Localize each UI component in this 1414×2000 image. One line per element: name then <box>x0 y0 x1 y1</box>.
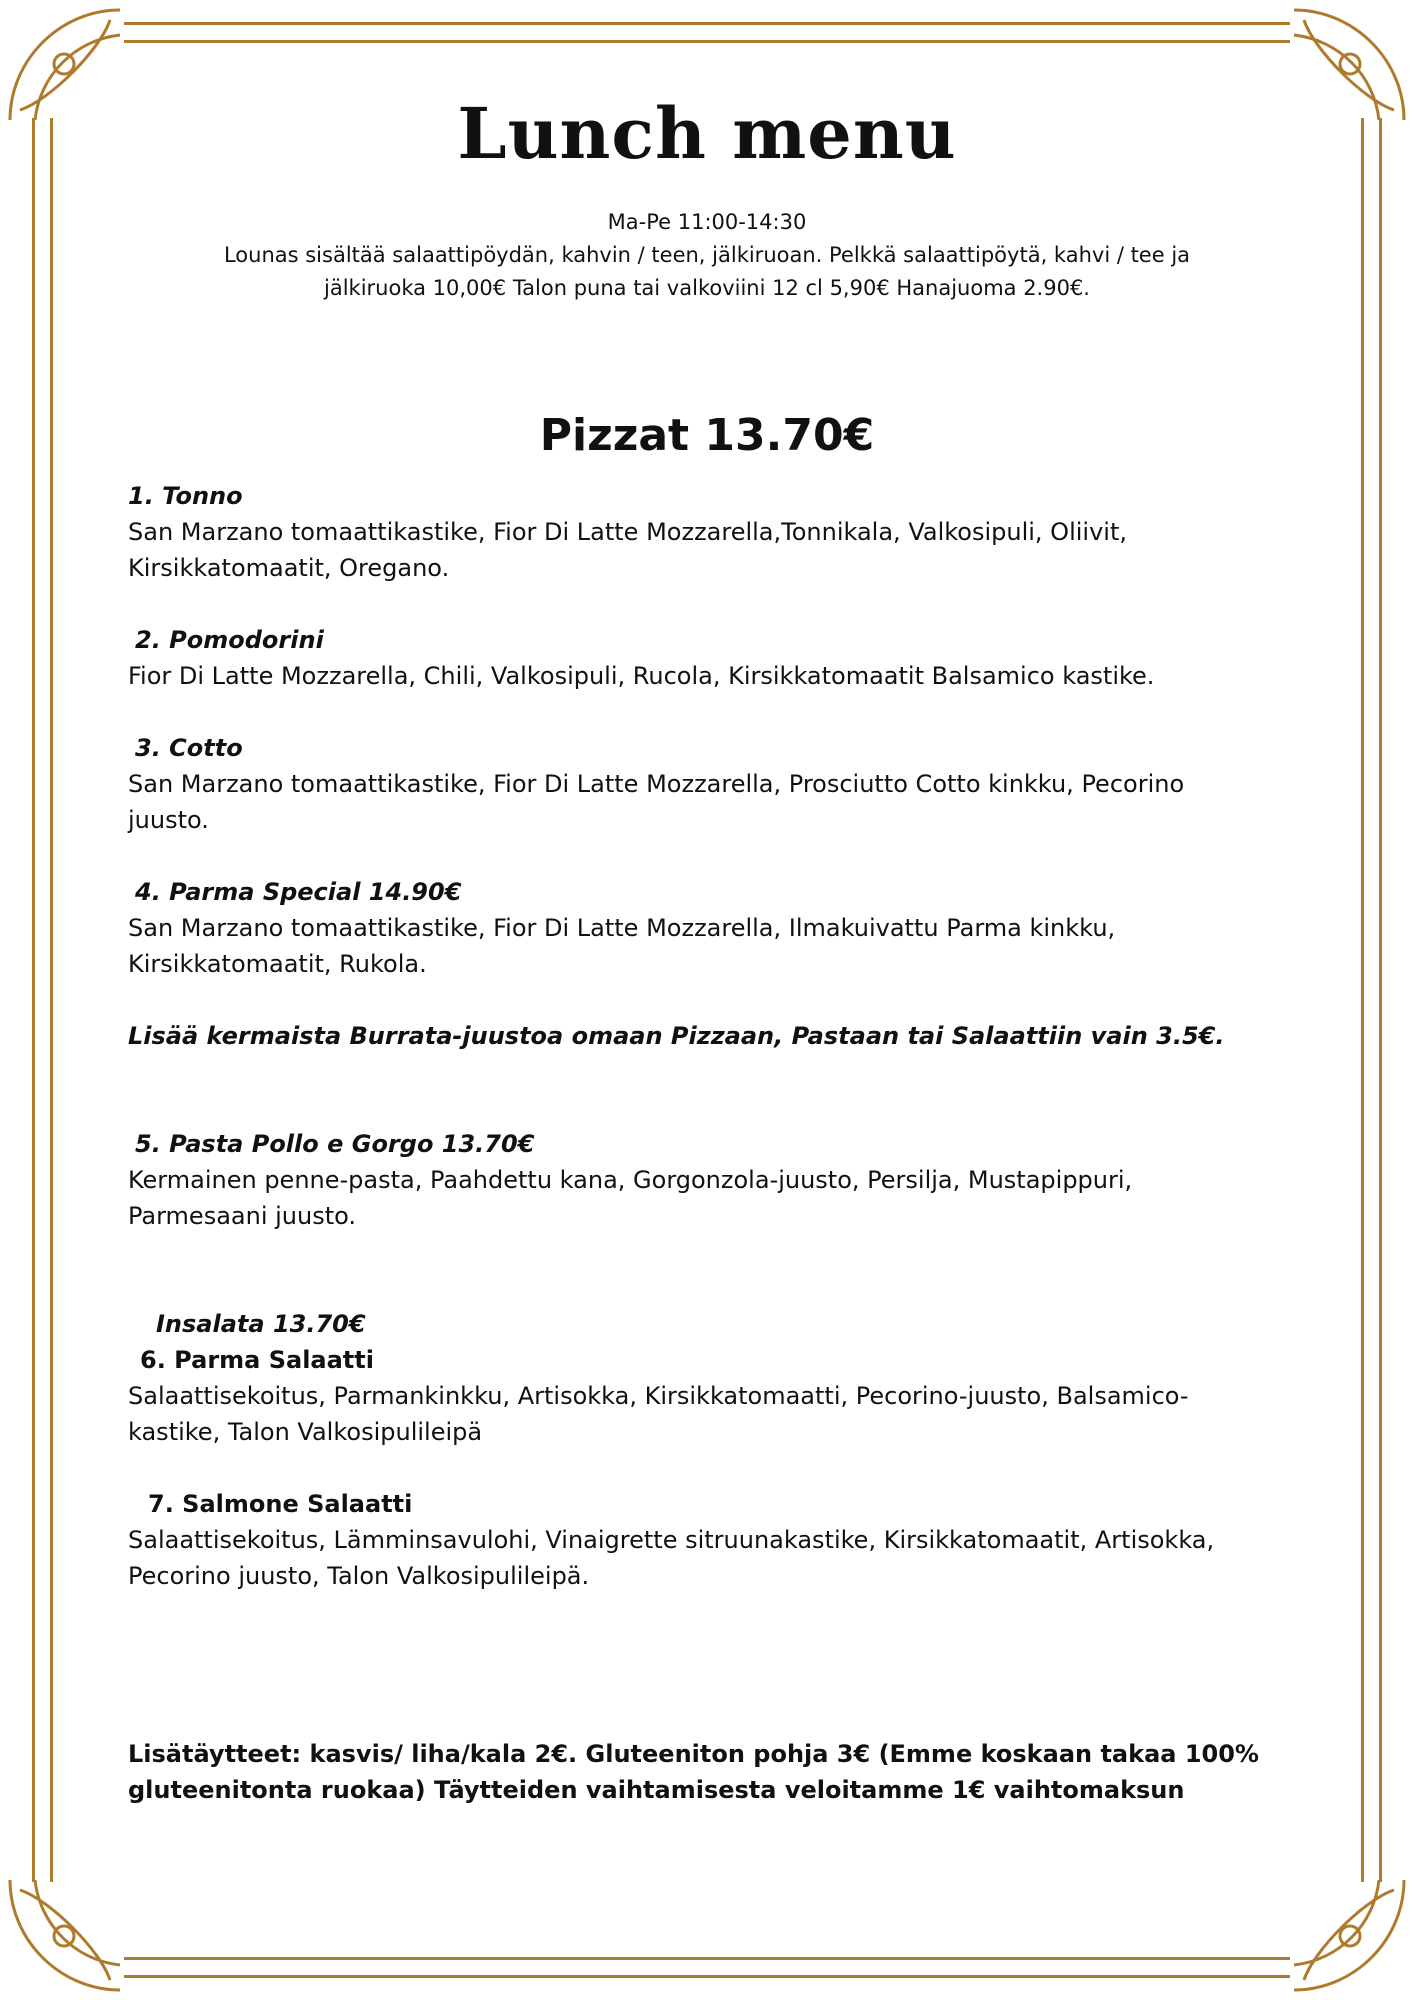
item-description: San Marzano tomaattikastike, Fior Di Latte Mozzarella, Ilmakuivattu Parma kinkku, Kirsikkatomaatit, Rukola. <box>128 914 1116 978</box>
item-description: Fior Di Latte Mozzarella, Chili, Valkosipuli, Rucola, Kirsikkatomaatit Balsamico kastike. <box>128 662 1155 690</box>
frame-top-outer <box>124 22 1290 25</box>
item-name: 6. Parma Salaatti <box>140 1346 374 1374</box>
frame-bottom-outer <box>124 1975 1290 1978</box>
frame-bottom-inner <box>124 1957 1290 1960</box>
page-title: Lunch menu <box>457 92 957 175</box>
menu-item <box>128 730 1286 838</box>
frame-left-outer <box>32 118 35 1882</box>
menu-item <box>128 1486 1286 1594</box>
item-name: 4. Parma Special 14.90€ <box>135 878 462 906</box>
menu-item <box>128 478 1286 586</box>
footer-note: Lisätäytteet: kasvis/ liha/kala 2€. Gluteeniton pohja 3€ (Emme koskaan takaa 100% gluteenitonta ruokaa) Täytteiden vaihtamisesta veloitamme 1€ vaihtomaksun <box>128 1740 1259 1804</box>
menu-item-pasta <box>128 1126 1286 1234</box>
opening-hours: Ma-Pe 11:00-14:30 <box>607 210 807 234</box>
item-name: 2. Pomodorini <box>135 626 324 654</box>
menu-item <box>128 1342 1286 1450</box>
menu-item <box>128 622 1286 694</box>
item-description: Kermainen penne-pasta, Paahdettu kana, Gorgonzola-juusto, Persilja, Mustapippuri, Parmesaani juusto. <box>128 1166 1133 1230</box>
item-description: San Marzano tomaattikastike, Fior Di Latte Mozzarella, Prosciutto Cotto kinkku, Pecorino juusto. <box>128 770 1185 834</box>
menu-item <box>128 874 1286 982</box>
item-name: 1. Tonno <box>128 482 243 510</box>
corner-ornament-top-right <box>1284 0 1414 130</box>
item-description: Salaattisekoitus, Parmankinkku, Artisokka, Kirsikkatomaatti, Pecorino-juusto, Balsamico-kastike, Talon Valkosipulileipä <box>128 1382 1189 1446</box>
burrata-note: Lisää kermaista Burrata-juustoa omaan Pizzaan, Pastaan tai Salaattiin vain 3.5€. <box>128 1022 1225 1050</box>
corner-ornament-top-left <box>0 0 130 130</box>
frame-right-inner <box>1361 118 1364 1882</box>
intro-line-2: jälkiruoka 10,00€ Talon puna tai valkoviini 12 cl 5,90€ Hanajuoma 2.90€. <box>324 276 1090 300</box>
pizza-section-title: Pizzat 13.70€ <box>539 410 875 461</box>
corner-ornament-bottom-right <box>1284 1870 1414 2000</box>
item-description: San Marzano tomaattikastike, Fior Di Latte Mozzarella,Tonnikala, Valkosipuli, Oliivit, Kirsikkatomaatit, Oregano. <box>128 518 1127 582</box>
item-name: 5. Pasta Pollo e Gorgo 13.70€ <box>135 1130 535 1158</box>
intro-text <box>128 206 1286 305</box>
corner-ornament-bottom-left <box>0 1870 130 2000</box>
item-name: 7. Salmone Salaatti <box>148 1490 413 1518</box>
frame-left-inner <box>50 118 53 1882</box>
frame-top-inner <box>124 40 1290 43</box>
frame-right-outer <box>1379 118 1382 1882</box>
item-description: Salaattisekoitus, Lämminsavulohi, Vinaigrette sitruunakastike, Kirsikkatomaatit, Artisokka, Pecorino juusto, Talon Valkosipulileipä. <box>128 1526 1215 1590</box>
salad-section-title: Insalata 13.70€ <box>156 1310 366 1338</box>
intro-line-1: Lounas sisältää salaattipöydän, kahvin / teen, jälkiruoan. Pelkkä salaattipöytä, kahvi / tee ja <box>223 243 1191 267</box>
item-name: 3. Cotto <box>135 734 243 762</box>
